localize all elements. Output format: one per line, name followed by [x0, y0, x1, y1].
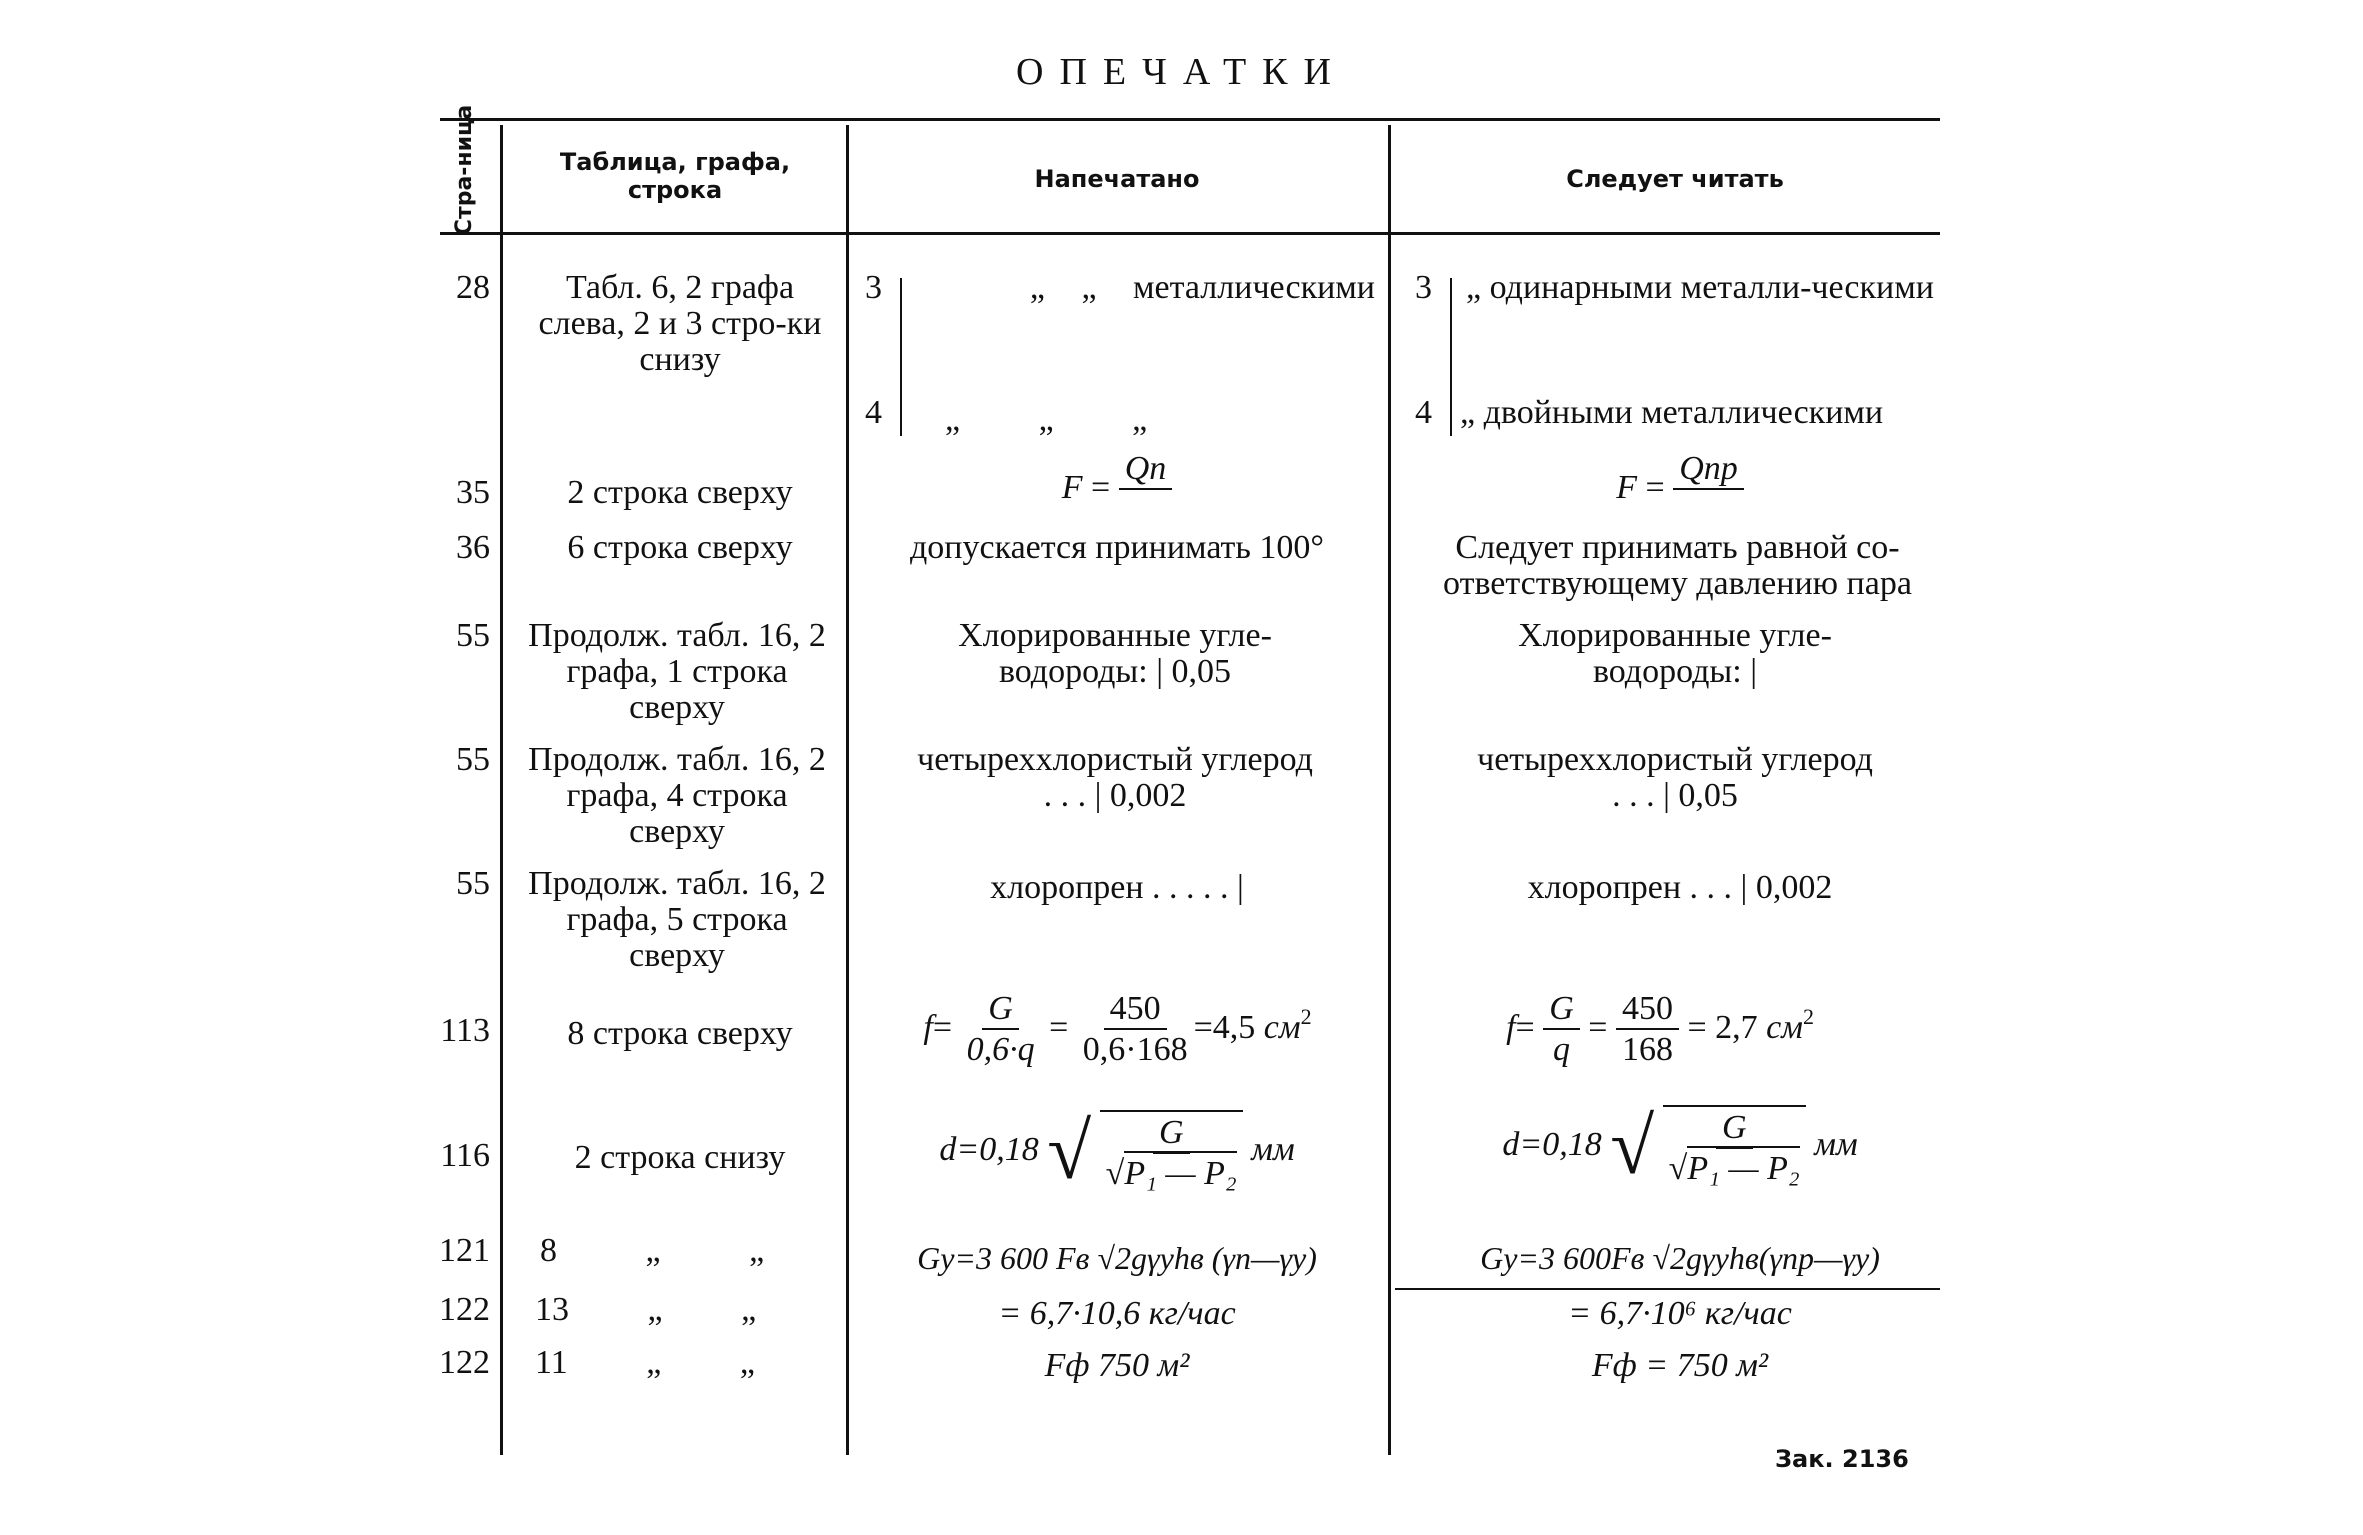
row-page: 116 — [440, 1137, 490, 1174]
formula-lhs: F — [1616, 468, 1638, 506]
row-location: Продолж. табл. 16, 2 графа, 4 строка сверху — [528, 741, 826, 850]
column-divider-2 — [846, 125, 849, 1455]
fraction — [1119, 450, 1173, 530]
row-location: 2 строка снизу — [574, 1139, 786, 1176]
fraction-numerator: 450 — [1104, 990, 1167, 1030]
row-page: 28 — [456, 269, 490, 306]
formula-unit: мм — [1814, 1125, 1858, 1163]
fraction-denominator-text: P₁ — P₂ — [1124, 1151, 1236, 1192]
fraction-numerator: G — [1716, 1109, 1753, 1149]
header-bottom-rule — [440, 232, 1940, 235]
correct-text: Хлорированные угле-водороды: | — [1518, 617, 1832, 690]
row-page: 113 — [440, 1012, 490, 1049]
fraction-numerator: G — [982, 990, 1019, 1030]
formula-lhs: d=0,18 — [939, 1130, 1039, 1168]
formula-printed: Fф 750 м² — [1044, 1347, 1190, 1384]
row-location: 8 „ „ — [540, 1232, 765, 1269]
fraction — [961, 990, 1041, 1070]
correct-row4-num: 4 — [1415, 394, 1432, 431]
fraction-numerator: Qпр — [1673, 450, 1744, 490]
fraction-numerator: 450 — [1616, 990, 1679, 1030]
header-printed: Напечатано — [1034, 165, 1200, 193]
fraction-numerator: Qп — [1119, 450, 1173, 490]
fraction-denominator — [1698, 490, 1719, 530]
row-location: Продолж. табл. 16, 2 графа, 5 строка сверху — [528, 865, 826, 974]
header-page-label: Стра-ница — [452, 104, 478, 236]
fraction-numerator: G — [1543, 990, 1580, 1030]
formula-printed: Gу=3 600 Fв √2gγуhв (γп—γу) — [917, 1240, 1317, 1276]
formula-f: f — [1506, 1008, 1516, 1046]
row-location: 2 строка сверху — [567, 474, 793, 511]
row-location: Продолж. табл. 16, 2 графа, 1 строка сверху — [528, 617, 826, 726]
column-divider-1 — [500, 125, 503, 1455]
formula-lhs: d=0,18 — [1502, 1125, 1602, 1163]
header-correct: Следует читать — [1566, 165, 1784, 193]
fraction-denominator-text: P₁ — P₂ — [1687, 1146, 1799, 1187]
correct-text: хлоропрен . . . | 0,002 — [1527, 869, 1833, 906]
formula-unit: см — [1263, 1008, 1301, 1046]
row-page: 122 — [439, 1291, 490, 1328]
fraction-denominator: q — [1552, 1031, 1570, 1068]
row-page: 55 — [456, 617, 490, 654]
correct-text: Следует принимать равной со-ответствующему давлению пара — [1443, 529, 1912, 602]
formula-underline — [1395, 1288, 1940, 1290]
formula-printed: f= $\frac{G}{0,6\cdot q}$ = $\frac{450}{0,6\cdot 168}$ =4,5 $см^2$ — [923, 990, 1312, 1068]
row-location: Табл. 6, 2 графа слева, 2 и 3 стро-ки снизу — [538, 269, 822, 378]
formula-correct: Fф = 750 м² — [1591, 1347, 1769, 1384]
printed-text: = 6,7·10,6 кг/час — [998, 1295, 1236, 1332]
printed-text: допускается принимать 100° — [909, 529, 1324, 566]
correct-row3-num: 3 — [1415, 269, 1432, 306]
row-page: 55 — [456, 741, 490, 778]
formula-printed: F = Qп — [852, 450, 1382, 530]
formula-unit: мм — [1251, 1130, 1295, 1168]
printed-bracket — [900, 278, 902, 436]
formula-correct: F = Qпр — [1395, 450, 1965, 530]
correct-row3-text: „ одинарными металли-ческими — [1466, 269, 1934, 306]
fraction — [1100, 1110, 1243, 1194]
fraction-denominator: √P₁ — P₂ — [1100, 1154, 1243, 1194]
row-location: 11 „ „ — [535, 1344, 755, 1381]
correct-text: четыреххлористый углерод . . . | 0,05 — [1477, 741, 1873, 814]
formula-printed — [852, 1110, 1382, 1194]
printed-text: хлоропрен . . . . . | — [990, 869, 1244, 906]
formula-correct — [1395, 1105, 1965, 1189]
printed-text: четыреххлористый углерод . . . | 0,002 — [917, 741, 1313, 814]
fraction-denominator — [1135, 490, 1156, 530]
row-location: 8 строка сверху — [567, 1015, 793, 1052]
fraction-numerator: G — [1153, 1114, 1190, 1154]
fraction — [1663, 1105, 1806, 1189]
printed-row3-num: 3 — [865, 269, 882, 306]
row-location: 13 „ „ — [535, 1291, 757, 1328]
row-page: 121 — [439, 1232, 490, 1269]
formula-correct: f= $\frac{G}{q}$ = $\frac{450}{168}$ = 2,7 $см^2$ — [1506, 990, 1814, 1068]
formula-f: f — [923, 1008, 933, 1046]
fraction — [1616, 990, 1679, 1070]
formula-result: = 2,7 — [1687, 1008, 1758, 1046]
radical-icon: √ — [1610, 1103, 1655, 1191]
row-page: 36 — [456, 529, 490, 566]
correct-row4-text: „ двойными металлическими — [1460, 394, 1884, 431]
table-top-rule — [440, 118, 1940, 121]
page-title: ОПЕЧАТКИ — [1016, 51, 1347, 93]
formula-result: =4,5 — [1193, 1008, 1256, 1046]
printed-row4-text: „ „ „ — [945, 401, 1148, 438]
header-page — [430, 104, 500, 236]
printed-row3-text: „ „ металлическими — [1029, 269, 1375, 306]
fraction — [1673, 450, 1744, 530]
formula-lhs: F — [1061, 468, 1083, 506]
order-note: Зак. 2136 — [1775, 1445, 1909, 1473]
correct-bracket — [1450, 278, 1452, 436]
printed-text: Хлорированные угле-водороды: | 0,05 — [958, 617, 1272, 690]
row-page: 35 — [456, 474, 490, 511]
row-location: 6 строка сверху — [567, 529, 793, 566]
fraction-denominator: 0,6·q — [966, 1031, 1035, 1068]
fraction-denominator: 168 — [1621, 1031, 1673, 1068]
formula-exponent: 2 — [1802, 1003, 1814, 1029]
row-page: 122 — [439, 1344, 490, 1381]
correct-text: = 6,7·10⁶ кг/час — [1568, 1295, 1792, 1332]
radical-icon: √ — [1047, 1108, 1092, 1196]
formula-correct: Gу=3 600Fв √2gγуhв(γпр—γу) — [1480, 1240, 1880, 1276]
fraction-denominator: 0,6·168 — [1082, 1031, 1188, 1068]
fraction — [1077, 990, 1194, 1070]
printed-row4-num: 4 — [865, 394, 882, 431]
column-divider-3 — [1388, 125, 1391, 1455]
formula-exponent: 2 — [1300, 1003, 1312, 1029]
fraction — [1543, 990, 1580, 1070]
formula-unit: см — [1766, 1008, 1803, 1046]
fraction-denominator: √P₁ — P₂ — [1663, 1149, 1806, 1189]
row-page: 55 — [456, 865, 490, 902]
header-location: Таблица, графа, строка — [559, 148, 791, 204]
